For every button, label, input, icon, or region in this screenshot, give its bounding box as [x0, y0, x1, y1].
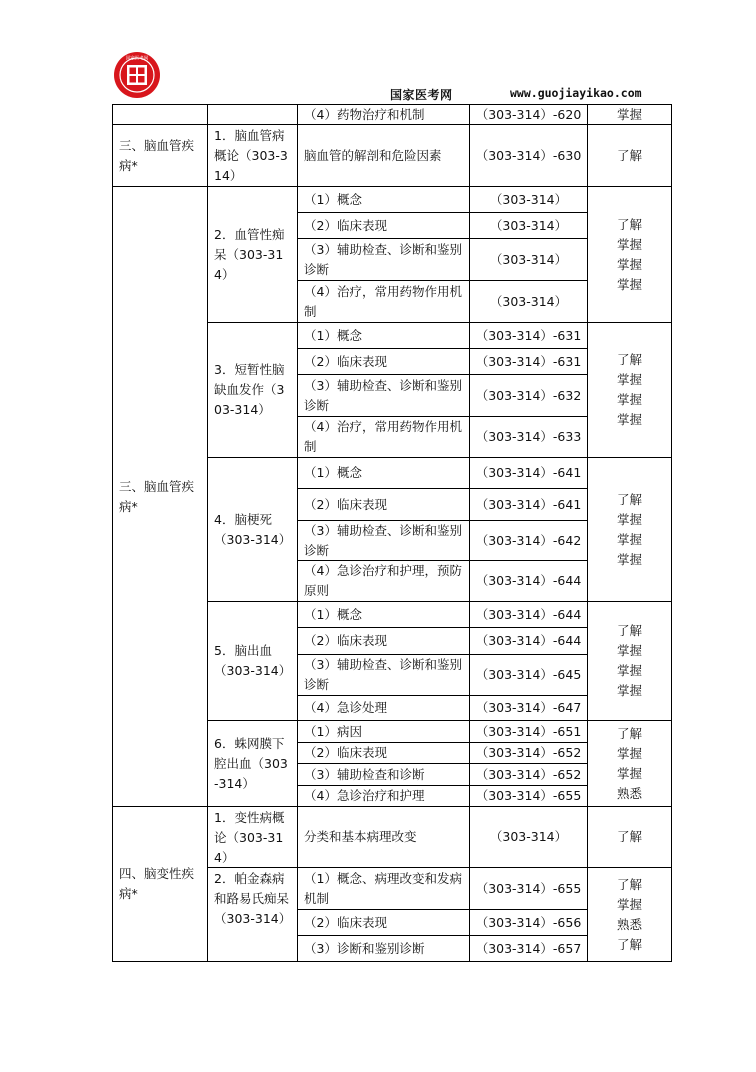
topic-cell: 1．变性病概论（303-314）: [207, 806, 298, 868]
site-url[interactable]: www.guojiayikao.com: [510, 86, 642, 100]
content-cell: （1）概念: [297, 322, 470, 349]
level-cell: 了解 掌握 熟悉 了解: [587, 867, 672, 962]
code-cell: （303-314）-641: [469, 488, 588, 521]
section-cell: 三、脑血管疾病*: [112, 124, 208, 187]
code-cell: （303-314）-655: [469, 867, 588, 910]
content-cell: （3）辅助检查和诊断: [297, 763, 470, 786]
code-cell: （303-314）: [469, 212, 588, 239]
content-cell: （1）概念: [297, 186, 470, 213]
code-cell: （303-314）-652: [469, 742, 588, 764]
topic-cell: 1．脑血管病概论（303-314）: [207, 124, 298, 187]
code-cell: （303-314）-644: [469, 601, 588, 628]
content-cell: （2）临床表现: [297, 348, 470, 375]
code-cell: （303-314）: [469, 280, 588, 323]
site-name: 国家医考网: [390, 88, 453, 102]
section-cell-continued: [112, 104, 208, 125]
content-cell: （2）临床表现: [297, 909, 470, 936]
content-cell: （4）治疗，常用药物作用机制: [297, 416, 470, 458]
content-cell: （2）临床表现: [297, 742, 470, 764]
content-cell: （3）辅助检查、诊断和鉴别诊断: [297, 520, 470, 561]
section-cell: 四、脑变性疾病*: [112, 806, 208, 962]
level-cell: 了解 掌握 掌握 掌握: [587, 457, 672, 602]
level-cell: 了解 掌握 掌握 掌握: [587, 186, 672, 323]
level-cell: 了解: [587, 124, 672, 187]
content-cell: （3）辅助检查、诊断和鉴别诊断: [297, 374, 470, 417]
topic-cell: 5．脑出血（303-314）: [207, 601, 298, 721]
content-cell: （1）概念: [297, 601, 470, 628]
topic-cell: 4．脑梗死（303-314）: [207, 457, 298, 602]
code-cell: （303-314）-657: [469, 935, 588, 962]
topic-cell: 2．血管性痴呆（303-314）: [207, 186, 298, 323]
content-cell: （3）辅助检查、诊断和鉴别诊断: [297, 238, 470, 281]
level-cell: 了解 掌握 掌握 掌握: [587, 322, 672, 458]
code-cell: （303-314）-644: [469, 627, 588, 655]
level-cell: 了解 掌握 掌握 熟悉: [587, 720, 672, 807]
code-cell: （303-314）: [469, 806, 588, 868]
content-cell: （4）药物治疗和机制: [297, 104, 470, 125]
code-cell: （303-314）-641: [469, 457, 588, 489]
content-cell: 脑血管的解剖和危险因素: [297, 124, 470, 187]
code-cell: （303-314）-631: [469, 348, 588, 375]
topic-cell: 2．帕金森病和路易氏痴呆（303-314）: [207, 867, 298, 962]
level-cell: 掌握: [587, 104, 672, 125]
content-cell: （2）临床表现: [297, 627, 470, 655]
section-cell: 三、脑血管疾病*: [112, 186, 208, 807]
code-cell: （303-314）-631: [469, 322, 588, 349]
logo-text: 国家医考网: [125, 56, 149, 62]
code-cell: （303-314）-644: [469, 560, 588, 602]
level-cell: 了解 掌握 掌握 掌握: [587, 601, 672, 721]
content-cell: （1）概念、病理改变和发病机制: [297, 867, 470, 910]
code-cell: （303-314）-630: [469, 124, 588, 187]
code-cell: （303-314）: [469, 238, 588, 281]
code-cell: （303-314）-647: [469, 695, 588, 721]
content-cell: （2）临床表现: [297, 212, 470, 239]
topic-cell: 6．蛛网膜下腔出血（303-314）: [207, 720, 298, 807]
code-cell: （303-314）-642: [469, 520, 588, 561]
level-cell: 了解: [587, 806, 672, 868]
content-cell: （4）急诊治疗和护理: [297, 785, 470, 807]
code-cell: （303-314）: [469, 186, 588, 213]
content-cell: （3）辅助检查、诊断和鉴别诊断: [297, 654, 470, 696]
site-logo: [112, 50, 162, 100]
content-cell: 分类和基本病理改变: [297, 806, 470, 868]
code-cell: （303-314）-633: [469, 416, 588, 458]
topic-cell-continued: [207, 104, 298, 125]
content-cell: （1）概念: [297, 457, 470, 489]
code-cell: （303-314）-645: [469, 654, 588, 696]
code-cell: （303-314）-620: [469, 104, 588, 125]
code-cell: （303-314）-652: [469, 763, 588, 786]
content-cell: （4）急诊治疗和护理，预防原则: [297, 560, 470, 602]
syllabus-table: [112, 104, 672, 962]
content-cell: （2）临床表现: [297, 488, 470, 521]
content-cell: （4）急诊处理: [297, 695, 470, 721]
code-cell: （303-314）-655: [469, 785, 588, 807]
content-cell: （1）病因: [297, 720, 470, 743]
code-cell: （303-314）-656: [469, 909, 588, 936]
content-cell: （3）诊断和鉴别诊断: [297, 935, 470, 962]
code-cell: （303-314）-632: [469, 374, 588, 417]
code-cell: （303-314）-651: [469, 720, 588, 743]
topic-cell: 3．短暂性脑缺血发作（303-314）: [207, 322, 298, 458]
content-cell: （4）治疗，常用药物作用机制: [297, 280, 470, 323]
